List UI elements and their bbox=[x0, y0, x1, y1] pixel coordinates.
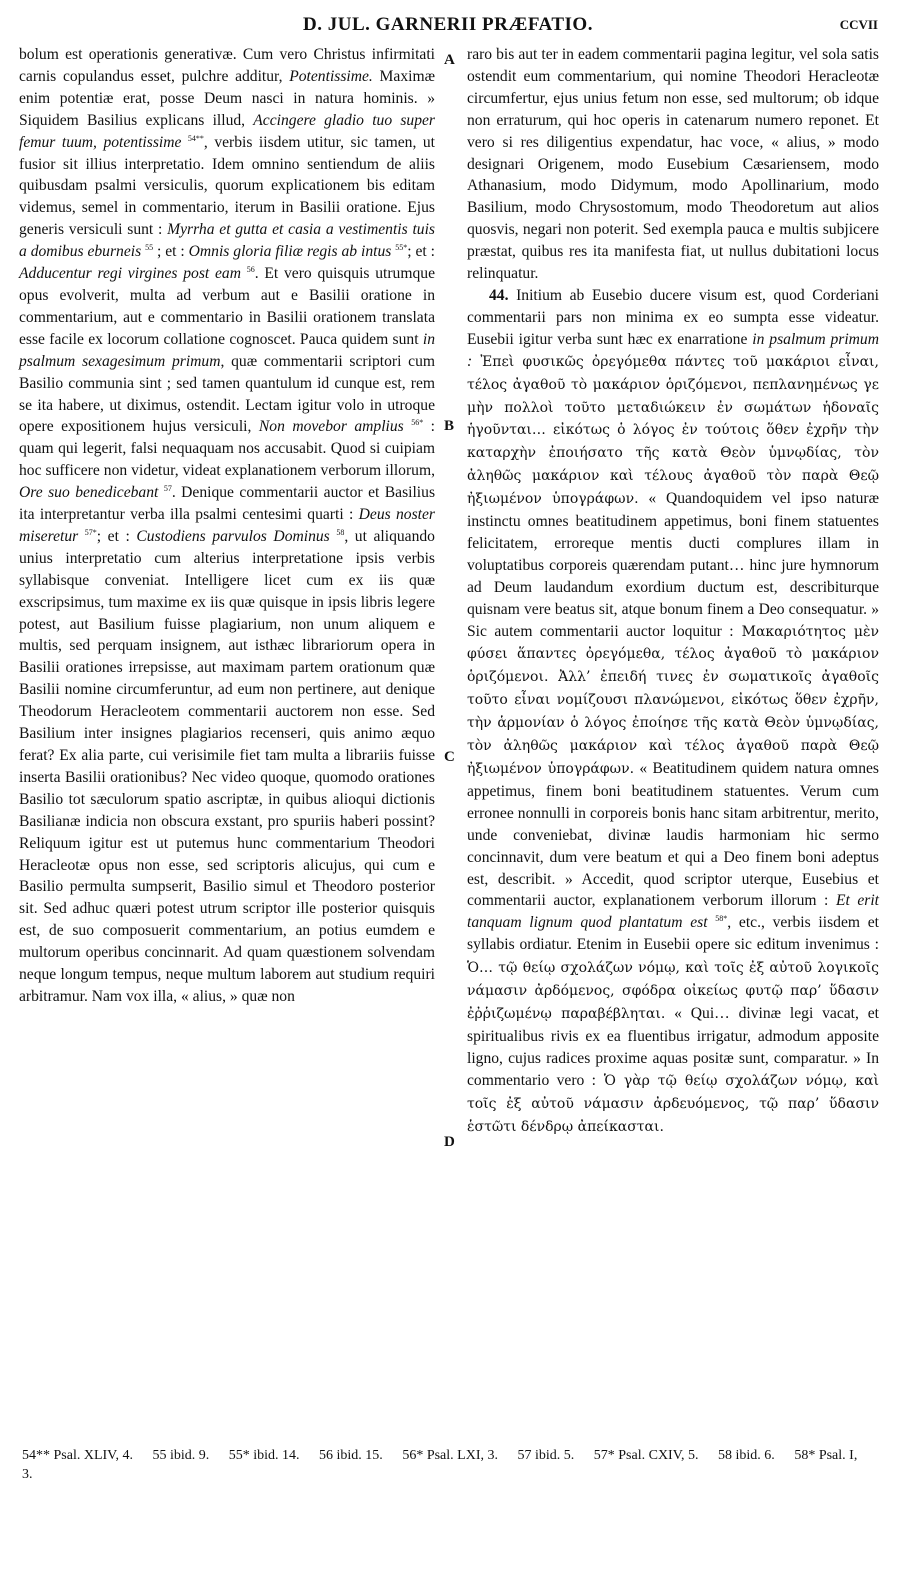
footnote: 54** Psal. XLIV, 4. bbox=[22, 1448, 133, 1463]
note-ref: 56 bbox=[246, 264, 255, 274]
text-run: « Quandoquidem vel ipso naturæ instinctu omnes beatitudinem appetimus, boni finem statuentes felicitatem, erroreque mentis ducti complures illam in voluptatibus corporeis quærendam putant… hinc jure hymnorum ad Deum laudandum exordium ductum est, describiturque quisnam vere beatus sit, atque bonum finem a Deo consequatur. » Sic autem commentarii auctor loquitur : bbox=[467, 490, 879, 640]
text-run: . Et vero quisquis utrumque opus evolverit, multa ad verbum aut e Basilii oratione in commentarium, aut e commentario in Basilii orationem translata esse facile ex locorum collatione cognoscet. Pauca quidem sunt bbox=[19, 265, 435, 348]
footnote: 56* Psal. LXI, 3. bbox=[402, 1448, 498, 1463]
text-run: ; et : bbox=[96, 527, 137, 545]
page-number: CCVII bbox=[839, 17, 878, 32]
greek-quote: Ἐπεὶ φυσικῶς ὀρεγόμεθα πάντες τοῦ μακάριοι εἶναι, τέλος ἀγαθοῦ τὸ μακάριον ὁριζόμενοι, πεπλανημένως γε μὴν πολλοὶ τοῦτο μεταδιώκειν ἐν σωμάτων ἡδοναῖς ἡγοῦνται… εἰκότως ὁ λόγος ἐν τούτοις ὅθεν ἐχρῆν τὴν καταρχὴν ἐποιήσατο τῆς κατὰ Θεὸν ὑμνῳδίας, τὸν ἀληθῶς μακάριον καὶ τέλους ἀγαθοῦ τὸν παρὰ Θεῷ ἠξιωμένον ὑπογράφων. bbox=[467, 353, 879, 508]
footnote: 58* Psal. I, 3. bbox=[22, 1448, 858, 1482]
note-ref: 55* bbox=[395, 242, 408, 252]
page-header bbox=[18, 14, 878, 38]
italic-quote: Deus noster miseretur bbox=[19, 506, 435, 545]
text-run: , ut aliquando unius interpretatio cum alterius interpretatione ipsis verbis syllabisque conveniat. Intelligere licet cum ex iis quæ exscripsimus, tum maxime ex iis quæ quisque in ipsis libris legere potest, aut Basilium fuisse plagiarium, non unum aliquem e multis, sed perquam insignem, aut isthæc librariorum opera in Basilii orationes irrepsisse, aut maximam partem orationum quæ Basilii nomine circumferuntur, ad eum non pertinere, aut denique Theodorum Heracleotem commentarii auctorem non esse. Sed Basilium inter insignes plagiarios recenseri, quis animo æquo ferat? Ex alia parte, cui verisimile fiet tam multa a librariis fuisse inserta Basilii orationibus? Nec video quoque, quomodo orationes Basilio tot sæculorum spatio ascriptæ, in quibus alioqui dictionis Basilianæ indicia non obscura exstant, pro spuriis haberi possint? Reliquum igitur est ut putemus hunc commentarium Theodori Heracleotæ opus non esse, sed scriptoris alicujus, qui cum e Basilio permulta sumpserit, Basilio simul et Theodoro posterior sit. Sed adhuc quæri potest utrum scriptor ille posterior quisquis est, de suo composuerit commentarium, an potius eumdem e multorum operibus concinnarit. Ad quam quæstionem solvendam neque longum tempus, neque multum laborem aut studium requiri arbitramur. Nam vox illa, « alius, » quæ non bbox=[19, 527, 435, 1005]
left-paragraph bbox=[19, 44, 435, 1008]
right-paragraph-2 bbox=[467, 285, 879, 1138]
right-paragraph-1: raro bis aut ter in eadem commentarii pagina legitur, vel sola satis ostendit eum commentarium, qui nomine Theodori Heracleotæ circumfertur, ejus unius fetum non esse, sed multorum; ob idque non erraturum, qui hoc operis in catenarum numero reponet. Et vero si res diligentius expendatur, hac voce, « alius, » modo designari Origenem, modo Eusebium Cæsariensem, modo Athanasium, modo Didymum, modo Apollinarium, modo Basilium, modo Chrysostomum, modo Theodoretum aut alios quosvis, negari non poterit. Sed exempla pauca e multis subjicere præstat, quibus res ita manifesta fiat, ut nullus dubitationi locus relinquatur. bbox=[467, 46, 879, 283]
running-title: D. JUL. GARNERII PRÆFATIO. bbox=[303, 14, 593, 35]
italic-quote: Myrrha et gutta et casia a vestimentis tuis a domibus eburneis bbox=[19, 221, 435, 261]
italic-quote: Non movebor amplius bbox=[258, 418, 404, 436]
text-run: Maximæ enim potentiæ erat, posse Deum nasci in natura hominis. » Siquidem Basilius explicans illud, bbox=[19, 67, 435, 129]
italic-quote: Et erit tanquam lignum quod plantatum est bbox=[467, 892, 879, 932]
italic-quote: in psalmum primum : bbox=[467, 330, 879, 370]
greek-quote: Ὁ… τῷ θείῳ σχολάζων νόμῳ, καὶ τοῖς ἐξ αὐτοῦ λογικοῖς νάμασιν ἀρδόμενος, σφόδρα οἰκείως φυτῷ παρ’ ὕδασιν ἐῤῥιζωμένῳ παραβέβληται. bbox=[467, 960, 879, 1022]
greek-quote: Ὁ γὰρ τῷ θείῳ σχολάζων νόμῳ, καὶ τοῖς ἐξ αὐτοῦ νάμασιν ἀρδευόμενος, τῷ παρ’ ὕδασιν ἑστῶτι δένδρῳ ἀπείκασται. bbox=[467, 1072, 880, 1135]
text-run: : quam qui legerit, falsi nequaquam nos accusabit. Quod si cuipiam hoc sufficere non videtur, videat explanationem verborum illorum, bbox=[19, 418, 435, 480]
text-run: ; et : bbox=[153, 243, 189, 261]
left-column bbox=[19, 44, 435, 1008]
italic-quote: in psalmum sexagesimum primum bbox=[19, 330, 435, 370]
note-ref: 56* bbox=[411, 418, 424, 428]
margin-marker-c: C bbox=[444, 749, 455, 765]
italic-quote: Adducentur regi virgines post eam bbox=[19, 265, 241, 283]
greek-quote: Μακαριότητος μὲν φύσει ἅπαντες ὀρεγόμεθα, τέλος ἀγαθοῦ τὸ μακάριον ὁριζόμενοι. Ἀλλ’ ἐπειδή τινες ἐν σωματικοῖς ἀγαθοῖς τοῦτο εἶναι νομίζουσι πλανώμενοι, εἰκότως ὅθεν ἐχρῆν, τὴν ἁρμονίαν ὁ λόγος ἐποίησε τῆς κατὰ Θεὸν ὑμνῳδίας, τὸν ἀληθῶς μακάριον καὶ τέλος ἀγαθοῦ παρὰ Θεῷ ἠξιωμένον ὑπογράφων. bbox=[467, 623, 880, 777]
footnote: 55 ibid. 9. bbox=[152, 1448, 210, 1463]
text-run: « Qui… divinæ legi vacat, et spiritualibus rivis ex ea fluentibus irrigatur, admodum apposite ligno, cujus radices proxime aquas positæ sunt, comparatur. » In commentario vero : bbox=[467, 1004, 879, 1089]
note-ref: 57* bbox=[84, 527, 97, 537]
text-run: , quæ commentarii scriptori cum Basilio communia sint ; sed tamen quantulum id cunque est, rem se ita habere, ut diximus, ostendit. Lectam igitur volo in utroque opere expositionem hujus versiculi, bbox=[19, 352, 435, 436]
italic-quote: Custodiens parvulos Dominus bbox=[136, 527, 330, 545]
footnote: 55* ibid. 14. bbox=[228, 1448, 300, 1463]
text-run: ; et : bbox=[407, 243, 435, 261]
note-ref: 57 bbox=[163, 483, 172, 493]
text-run: bolum est operationis generativæ. Cum vero Christus infirmitati carnis copulandus esset, pulchre additur, bbox=[19, 46, 435, 85]
margin-marker-d: D bbox=[444, 1134, 455, 1150]
section-number: 44. bbox=[489, 286, 509, 304]
note-ref: 55 bbox=[145, 242, 154, 252]
text-run: « Beatitudinem quidem natura omnes appetimus, finem boni beatitudinem statuentes. Verum cum erronee nonnulli in corporeis bonis hanc sitam arbitrentur, merito, unde conveniebat, divinæ laudis harmoniam hic sermo concinnavit, dum vere beatum et qui a Deo finem boni adeptus est, describit. » Accedit, quod scriptor uterque, Eusebius et commentarii auctor, explanationem verborum illorum : bbox=[467, 760, 879, 910]
note-ref: 58* bbox=[715, 914, 728, 924]
margin-marker-a: A bbox=[444, 52, 455, 68]
note-ref: 54** bbox=[187, 133, 204, 143]
italic-quote: Omnis gloria filiæ regis ab intus bbox=[188, 243, 392, 261]
footnotes bbox=[22, 1446, 880, 1484]
text-run: Initium ab Eusebio ducere visum est, quod Corderiani commentarii pars non minima ex eo sumpta esse videatur. Eusebii igitur verba sunt hæc ex enarratione bbox=[467, 286, 879, 348]
footnote: 58 ibid. 6. bbox=[718, 1448, 775, 1463]
footnote: 57* Psal. CXIV, 5. bbox=[593, 1448, 699, 1463]
text-run: . Denique commentarii auctor et Basilius ita interpretantur verba illa psalmi centesimi quarti : bbox=[19, 484, 436, 524]
margin-marker-b: B bbox=[444, 418, 455, 434]
footnote: 57 ibid. 5. bbox=[517, 1448, 575, 1463]
note-ref: 58 bbox=[336, 527, 345, 537]
right-column bbox=[467, 44, 879, 1138]
footnote: 56 ibid. 15. bbox=[319, 1448, 383, 1463]
italic-quote: Accingere gladio tuo super femur tuum, potentissime bbox=[19, 111, 435, 151]
italic-quote: Ore suo benedicebant bbox=[19, 484, 159, 502]
text-run: , verbis iisdem utitur, sic tamen, ut fusior sit illius interpretatio. Idem omnino sentiendum de aliis quibusdam psalmi versiculis, quorum explicationem bis editam videmus, semel in commentario, iterum in Basilii oratione. Ejus generis versiculi sunt : bbox=[19, 133, 435, 239]
text-run: , etc., verbis iisdem et syllabis ordiatur. Etenim in Eusebii opere sic editum invenimus : bbox=[467, 914, 879, 954]
italic-quote: Potentissime. bbox=[289, 67, 373, 85]
